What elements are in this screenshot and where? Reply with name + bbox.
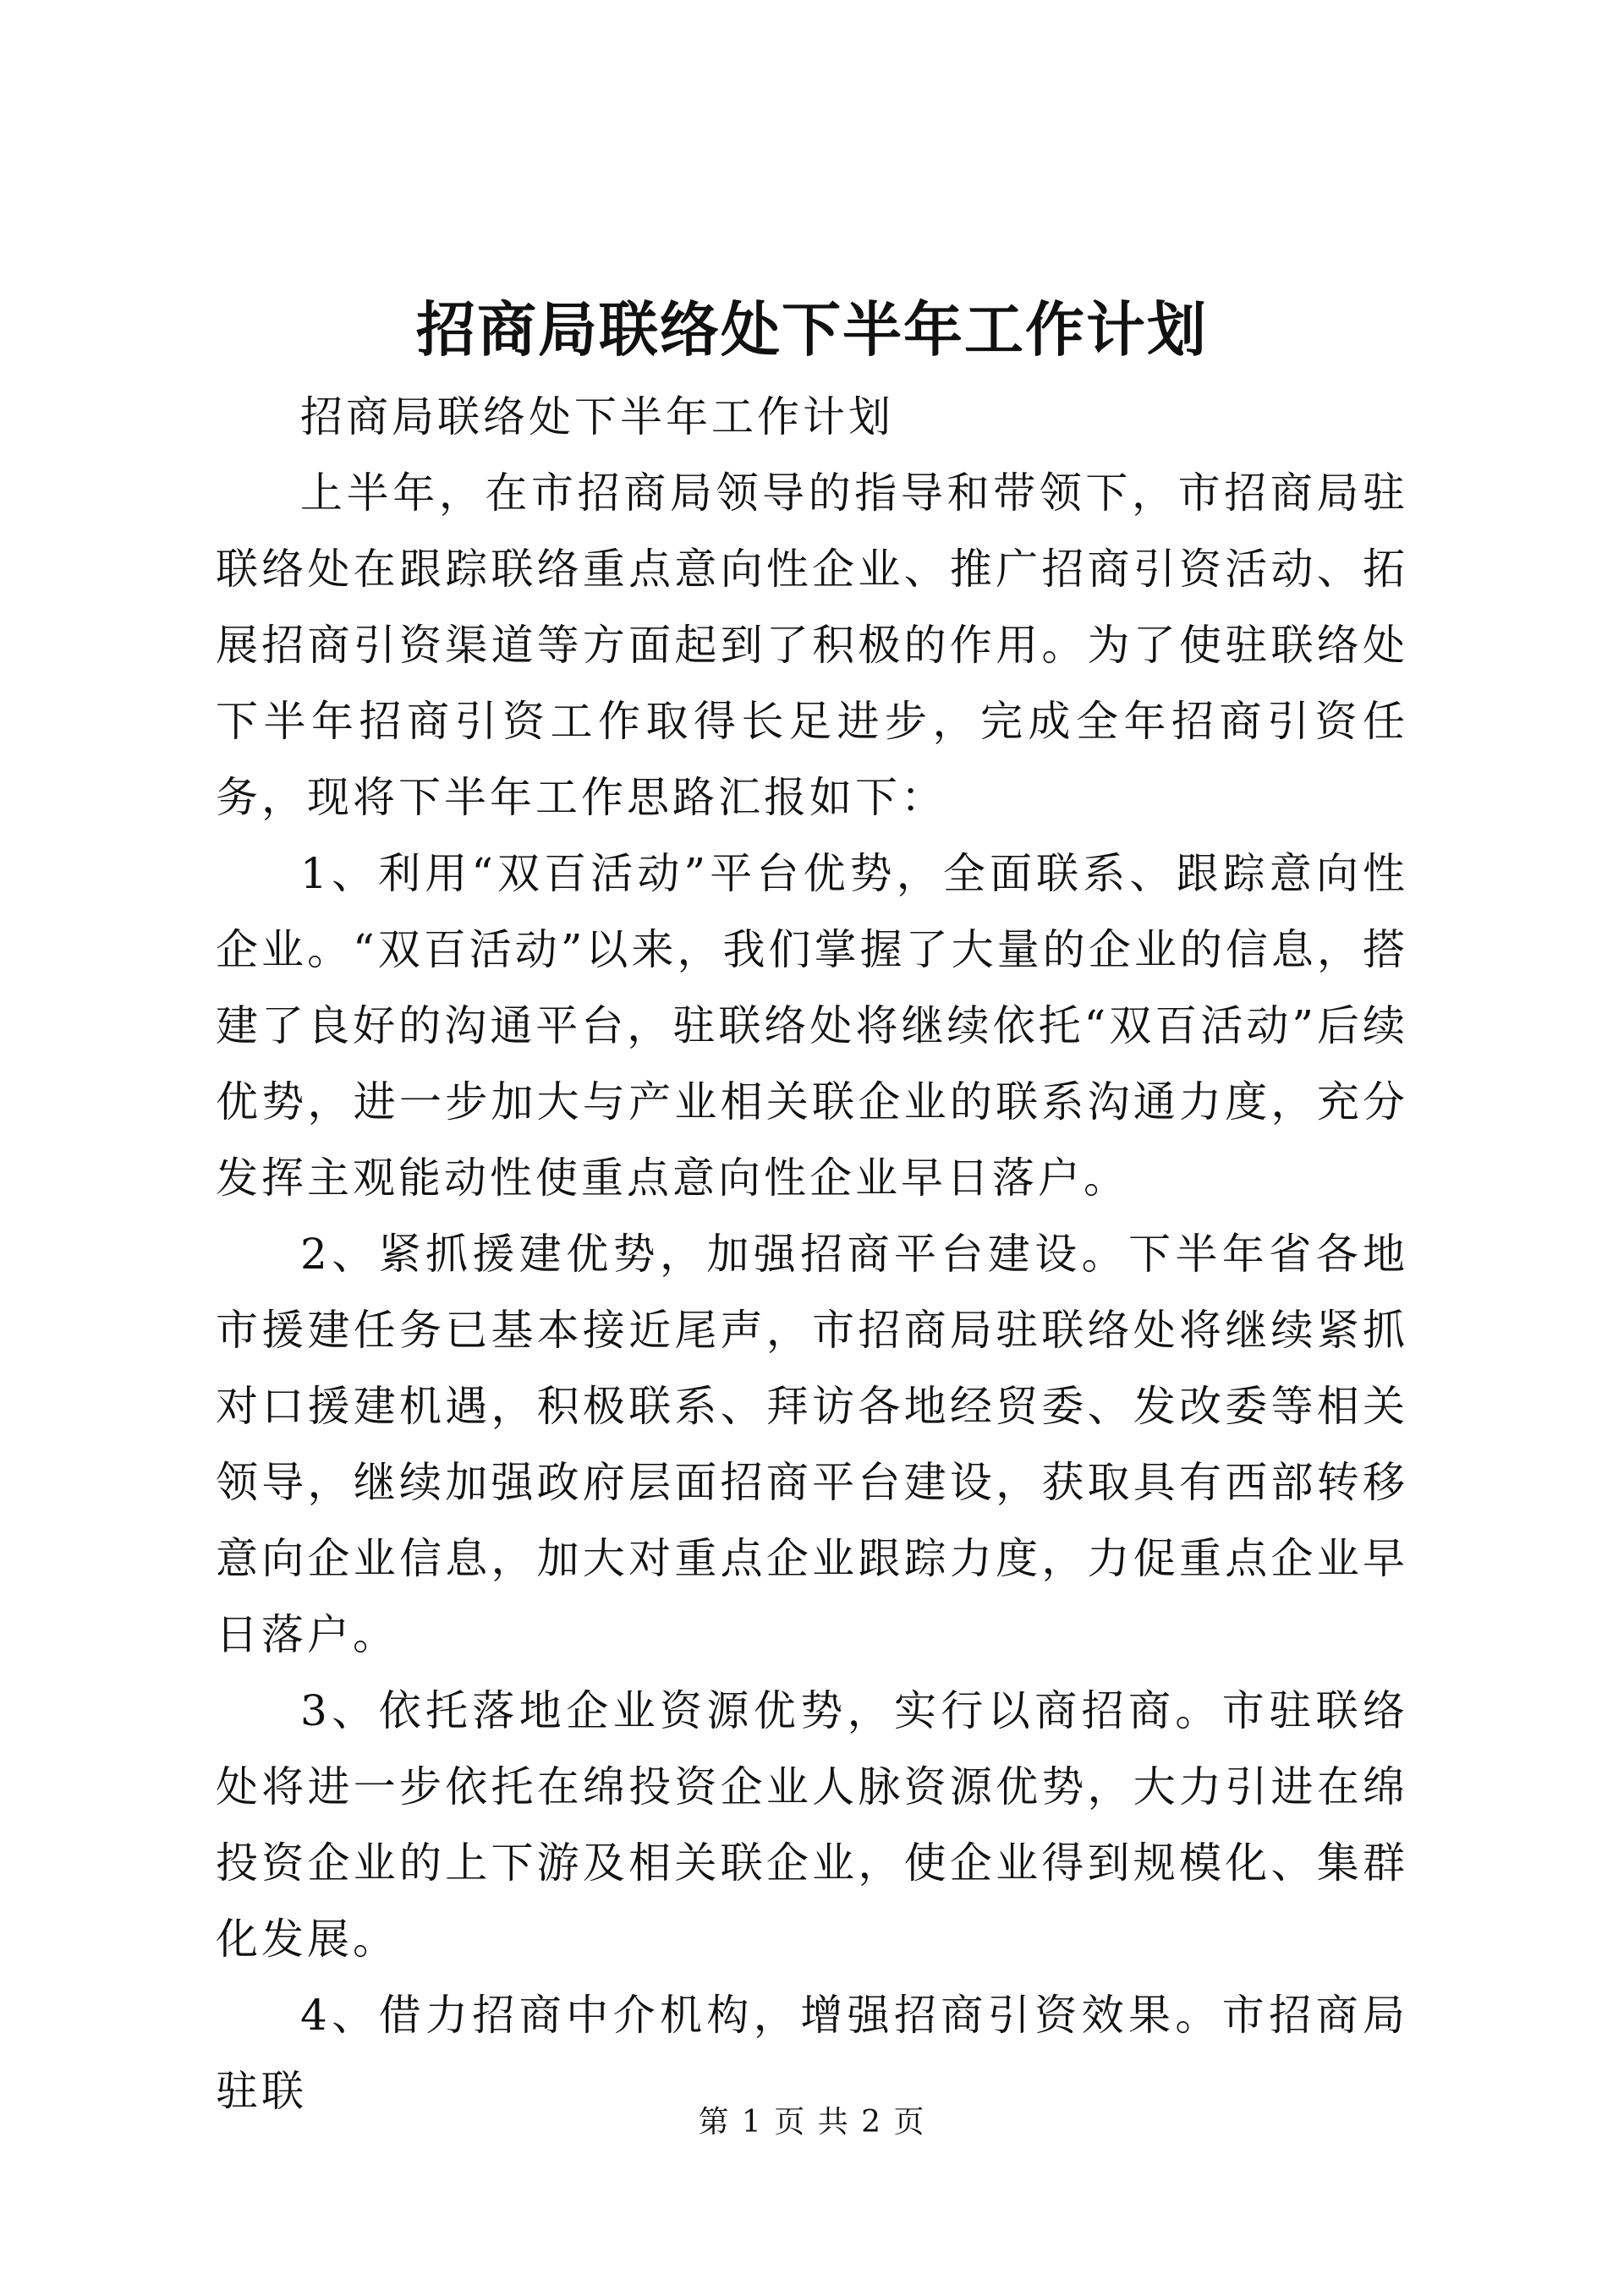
paragraph-item-4: 4、借力招商中介机构，增强招商引资效果。市招商局驻联 [216, 1991, 1408, 2116]
document-body [216, 379, 1408, 2129]
page-number: 第 1 页 共 2 页 [698, 2105, 926, 2140]
document-title: 招商局联络处下半年工作计划 [416, 294, 1208, 364]
paragraph-item-2: 2、紧抓援建优势，加强招商平台建设。下半年省各地市援建任务已基本接近尾声，市招商局驻联络处将继续紧抓对口援建机遇，积极联系、拜访各地经贸委、发改委等相关领导，继续加强政府层面招商平台建设，获取具有西部转移意向企业信息，加大对重点企业跟踪力度，力促重点企业早日落户。 [216, 1230, 1408, 1659]
paragraph-subtitle: 招商局联络处下半年工作计划 [300, 392, 894, 441]
paragraph-item-3: 3、依托落地企业资源优势，实行以商招商。市驻联络处将进一步依托在绵投资企业人脉资源优势，大力引进在绵投资企业的上下游及相关联企业，使企业得到规模化、集群化发展。 [216, 1686, 1408, 1964]
paragraph-item-1: 1、利用“双百活动”平台优势，全面联系、跟踪意向性企业。“双百活动”以来，我们掌握了大量的企业的信息，搭建了良好的沟通平台，驻联络处将继续依托“双百活动”后续优势，进一步加大与产业相关联企业的联系沟通力度，充分发挥主观能动性使重点意向性企业早日落户。 [216, 849, 1408, 1203]
paragraph-intro: 上半年，在市招商局领导的指导和带领下，市招商局驻联络处在跟踪联络重点意向性企业、推广招商引资活动、拓展招商引资渠道等方面起到了积极的作用。为了使驻联络处下半年招商引资工作取得长足进步，完成全年招商引资任务，现将下半年工作思路汇报如下： [216, 469, 1408, 822]
